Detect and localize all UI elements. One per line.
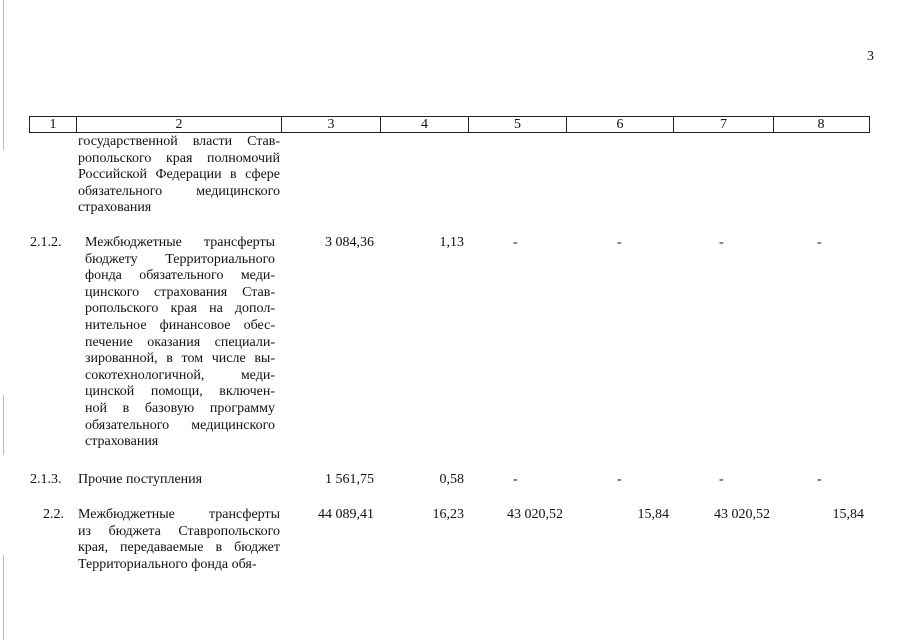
row-description (85, 235, 275, 451)
cell-col8: - (817, 472, 822, 487)
desc-line: обязательного медицинского (78, 183, 280, 199)
scan-edge-line (3, 395, 4, 455)
row-number: 2.2. (43, 507, 64, 522)
desc-line: Прочие поступления (78, 472, 203, 487)
desc-line: цинской помощи, включен- (85, 384, 275, 400)
cell-col7: - (719, 472, 724, 487)
scan-edge-line (3, 555, 4, 640)
cell-col4: 16,23 (432, 507, 464, 522)
desc-line: цинского страхования Став- (85, 284, 275, 300)
desc-line: нительное финансовое обес- (85, 317, 275, 333)
header-col-8: 8 (817, 117, 825, 132)
row-description (78, 507, 280, 573)
desc-line: Территориального фонда обя- (78, 556, 257, 572)
header-col-6: 6 (567, 117, 674, 132)
cell-col8: 15,84 (832, 507, 864, 522)
cell-col3: 1 561,75 (325, 472, 374, 487)
row-number: 2.1.3. (30, 472, 62, 487)
desc-line: государственной власти Став- (78, 134, 280, 149)
desc-line: сокотехнологичной, меди- (85, 367, 275, 383)
cell-col5: 43 020,52 (507, 507, 563, 522)
desc-line: зированной, в том числе вы- (85, 351, 275, 367)
desc-line: ропольского края полномочий (78, 150, 280, 166)
cell-col6: - (617, 472, 622, 487)
cell-col6: - (617, 235, 622, 250)
header-col-7: 7 (674, 117, 774, 132)
header-col-5: 5 (469, 117, 567, 132)
table-header (29, 116, 870, 133)
header-col-2: 2 (77, 117, 282, 132)
header-col-4: 4 (381, 117, 469, 132)
desc-line: Российской Федерации в сфере (78, 167, 280, 183)
desc-line: бюджету Территориального (85, 251, 275, 267)
desc-line: ропольского края на допол- (85, 301, 275, 317)
cell-col6: 15,84 (637, 507, 669, 522)
cell-col5: - (513, 472, 518, 487)
row-number: 2.1.2. (30, 235, 62, 250)
cell-col5: - (513, 235, 518, 250)
row-description (78, 134, 280, 217)
desc-line: страхования (78, 200, 152, 216)
row-description (78, 472, 280, 489)
cell-col4: 0,58 (439, 472, 464, 487)
header-col-1: 1 (30, 117, 77, 132)
cell-col3: 3 084,36 (325, 235, 374, 250)
desc-line: Межбюджетные трансферты (85, 235, 275, 250)
scan-edge-line (3, 0, 4, 150)
desc-line: печение оказания специали- (85, 334, 275, 350)
header-col-3: 3 (282, 117, 381, 132)
cell-col7: 43 020,52 (714, 507, 770, 522)
cell-col7: - (719, 235, 724, 250)
desc-line: из бюджета Ставропольского (78, 523, 280, 539)
cell-col8: - (817, 235, 822, 250)
desc-line: обязательного медицинского (85, 417, 275, 433)
desc-line: фонда обязательного меди- (85, 268, 275, 284)
page-number: 3 (867, 49, 874, 64)
desc-line: страхования (85, 434, 159, 450)
desc-line: края, передаваемые в бюджет (78, 540, 280, 556)
desc-line: Межбюджетные трансферты (78, 507, 280, 522)
cell-col3: 44 089,41 (318, 507, 374, 522)
cell-col4: 1,13 (439, 235, 464, 250)
desc-line: ной в базовую программу (85, 400, 275, 416)
